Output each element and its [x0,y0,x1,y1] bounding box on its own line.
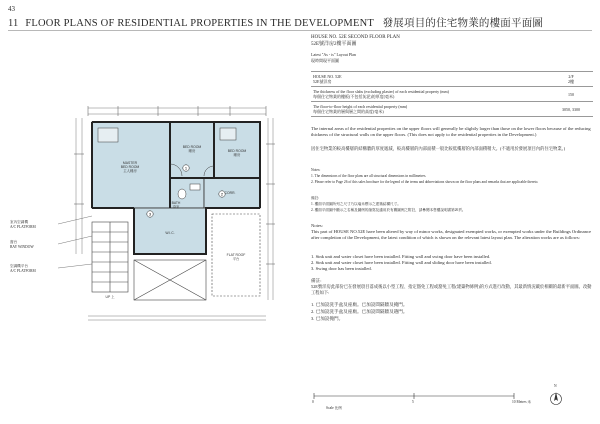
label-line: 睡房 [233,153,241,157]
legend-label-3: 空調機平台 A/C PLATFORM [10,264,36,273]
room-label-stair: UP 上 [105,295,115,299]
section-title-cn: 發展項目的住宅物業的樓面平面圖 [382,18,544,29]
notes-item-2-cn: 2. 樓面平面圖中顯示之名稱及圖例的縮寫及適用於有關圖例之附註，請參閱本售樓說明書第26頁。 [311,208,466,212]
alteration-item-1-en: 1. Sink unit and water closet have been installed. Fitting wall and swing door have been installed. [311,254,491,259]
room-label-corridor: CORR. [224,191,236,195]
alteration-intro-cn: 52E號洋房此部份已在發展項目落成後以小型工程、指定豁免工程或豁免工程(建築物條例)的方式進行改動，其最新情況載於相關的最新平面圖。改動工程如下: [311,284,592,295]
plan-title-cn: 52E號洋房2樓平面圖 [311,42,357,47]
table-cell-value: 150 [549,87,593,102]
table-row [311,87,593,102]
table-cell-label: HOUSE NO. 52E 52E號洋房 [311,72,549,87]
notes-heading-cn: 備註: [311,196,320,200]
label-line: BED ROOM [120,165,140,169]
label-line: BED ROOM [182,145,202,149]
table-row [311,72,593,87]
scale-tick-10: 10 Metres 米 [512,400,531,404]
alteration-intro-en: This part of HOUSE NO.52E have been altered by way of minor works, designated exempted works, or exempted works under the Buildings Ordinance after completion of the Development, the latest condition of which is shown on the relevant latest layout plan. The alteration works are as follows: [311,229,592,241]
section-title [8,15,543,30]
legend-label-1: 室內空調機 A/C PLATFORM [10,220,36,229]
alteration-heading-cn: 備註: [311,278,322,283]
alteration-item-1-cn: 1. 已加設洗手盆及座廁。已加設間隔牆及掩門。 [311,302,408,307]
north-label: N [554,384,557,388]
alteration-item-2-cn: 2. 已加設洗手盆及座廁。已加設間隔牆及趟門。 [311,309,408,314]
notes-item-2-en: 2. Please refer to Page 26 of this sales brochure for the legend of the terms and abbreviations shown on the floor plans and remarks that are applicable thereto. [311,180,539,184]
room-label-roof [227,253,246,261]
label-line: 浴室 [172,205,180,209]
north-arrow [549,386,563,413]
label-line: 睡房 [188,149,196,153]
label-line: 平台 [232,257,240,261]
bed-2-icon [220,128,236,140]
scale-tick-5: 5 [412,400,414,404]
alteration-marker-3-label: 3 [148,211,152,217]
scale-label: Scale 比例 [326,406,342,410]
alteration-item-2-en: 2. Sink unit and water closet have been installed. Fitting wall and sliding door have been installed. [311,260,492,265]
label-line: MASTER [122,161,138,165]
plan-title-en: HOUSE NO. 52E SECOND FLOOR PLAN [311,35,400,40]
table-cell-value: 2/F 2樓 [549,72,593,87]
scale-bar [312,390,542,415]
bed-icon [98,128,118,142]
notes-item-1-cn: 1. 樓面平面圖所列之尺寸乃以毫米標示之建築結構尺寸。 [311,202,401,206]
table-row [311,102,593,117]
notes-item-1-en: 1. The dimensions of the floor plans are all structural dimensions in millimetres. [311,174,427,178]
room-label-master [121,161,140,173]
north-arrow-icon [549,386,563,408]
label-line: BED ROOM [227,149,247,153]
alteration-heading-en: Notes: [311,223,323,228]
plan-subtitle-en: Latest "As - is" Layout Plan [311,52,356,57]
water-closet-icon [178,189,186,199]
table-cell-label: The thickness of the floor slabs (excluding plaster) of each residential property (mm) 每個住宅物業的樓板(不包括灰泥)的厚度(毫米) [311,87,549,102]
sink-icon [190,184,200,190]
section-number: 11 [8,18,19,29]
notes-heading-en: Notes: [311,168,321,172]
title-rule [8,30,592,31]
alteration-item-3-cn: 3. 已加設掩門。 [311,316,344,321]
table-cell-label: The floor-to-floor height of each residential property (mm) 每個住宅物業的層與層之間的高度(毫米) [311,102,549,117]
alteration-marker-1-label: 1 [184,165,188,171]
internal-area-en: The internal areas of the residential properties on the upper floors will generally be slightly larger than those on the lower floors because of the reducing thickness of the structural walls on the upper floors. (This does not apply to the residential properties in the Development.) [311,126,591,138]
scale-bar-graphic [312,390,542,410]
leader-lines [58,216,92,268]
section-title-en: FLOOR PLANS OF RESIDENTIAL PROPERTIES IN THE DEVELOPMENT [25,18,374,29]
scale-tick-0: 0 [312,400,314,404]
floor-plan-drawing [30,104,275,326]
room-label-wardrobe: W.I.C. [165,231,175,235]
legend-label-2: 窗台 BAY WINDOW [10,240,34,249]
alteration-marker-2-label: 2 [220,191,224,197]
label-line: BATH [171,201,181,205]
page-number: 43 [8,5,15,13]
label-line: 主人睡房 [123,169,137,173]
table-cell-value: 3050, 3300 [549,102,593,117]
info-table [311,71,593,117]
alteration-item-3-en: 3. Swing door has been installed. [311,266,372,271]
plan-subtitle-cn: 現時間現平面圖 [311,58,339,63]
internal-area-cn: 因住宅物業的較高樓層的結構牆的厚度遞減，較高樓層的內部面積一般比較低樓層的內部面積稍大。(不適用於發展項目內的住宅物業。) [311,146,566,151]
label-line: FLAT ROOF [226,253,246,257]
